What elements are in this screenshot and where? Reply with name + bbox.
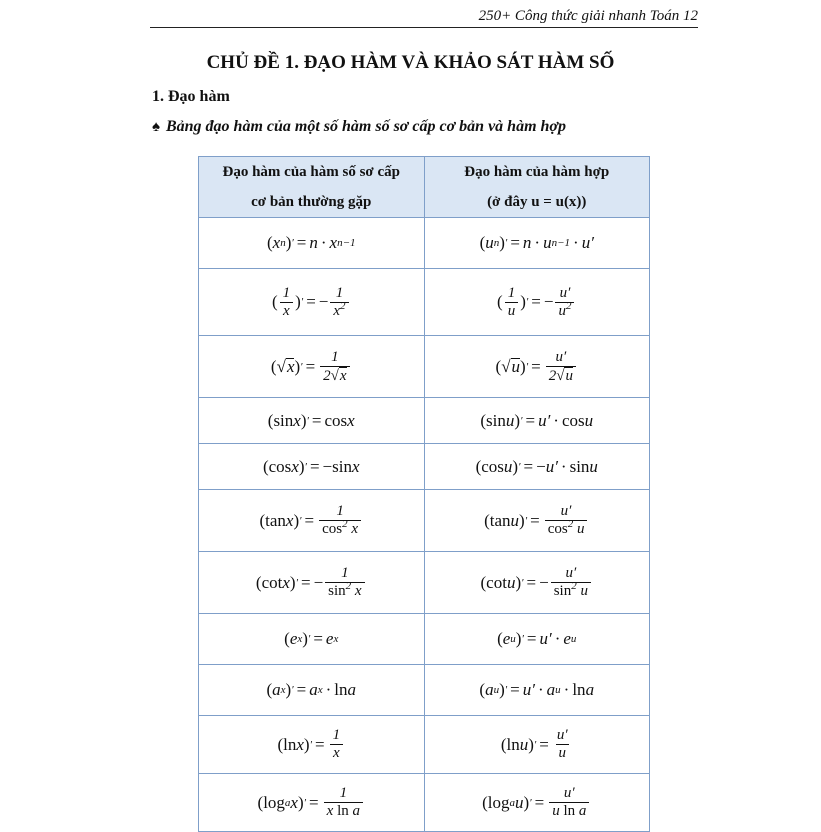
formula-composite-expr: ( u n ) ′ = n · u n−1 · u′ <box>479 233 594 252</box>
table-row <box>199 444 650 490</box>
header-composite <box>424 157 650 218</box>
formula-basic-expr: ( sin x ) ′ = cos x <box>267 410 355 430</box>
formula-composite-expr: ( log a u ) ′ = $\frac{u'}{\text{u ln a}}$ <box>482 785 591 820</box>
table-row <box>199 716 650 774</box>
formula-basic-expr: ( √ x ) ′ = $\frac{1}{2√x}$ <box>271 349 352 385</box>
subsection-heading <box>152 118 566 136</box>
formula-basic-expr: ( ln x ) ′ = $\frac{1}{x}$ <box>277 727 345 762</box>
formula-basic <box>199 269 425 336</box>
formula-composite-expr: ( 1 u ) ′ = − $\frac{u'}{u^2}$ <box>497 285 576 320</box>
formula-basic-expr: ( cos x ) ′ = − sin x <box>262 456 360 476</box>
formula-composite-expr: ( tan u ) ′ = $\frac{u'}{\cos^2 u}$ <box>484 503 589 538</box>
table-row <box>199 218 650 269</box>
formula-basic-expr: ( tan x ) ′ = $\frac{1}{\cos^2 x}$ <box>259 503 363 538</box>
formula-basic-expr: ( x n ) ′ = n · x n−1 <box>266 233 356 252</box>
header-composite-line2: (ở đây u = u(x)) <box>487 194 587 210</box>
formula-composite <box>424 218 650 269</box>
table-row <box>199 614 650 665</box>
table-row <box>199 665 650 716</box>
formula-basic <box>199 774 425 832</box>
subsection-text: Bảng đạo hàm của một số hàm số sơ cấp cơ bản và hàm hợp <box>165 118 566 135</box>
table-row <box>199 490 650 552</box>
table-header-row <box>199 157 650 218</box>
formula-basic-expr: ( a x ) ′ = a x · ln a <box>266 680 357 699</box>
formula-composite-expr: ( √ u ) ′ = $\frac{u'}{2√u}$ <box>496 349 578 385</box>
formula-basic-expr: ( cot x ) ′ = − $\frac{1}{\sin^2 x}$ <box>256 565 367 600</box>
formula-basic <box>199 444 425 490</box>
formula-basic <box>199 490 425 552</box>
header-basic <box>199 157 425 218</box>
formula-composite <box>424 665 650 716</box>
formula-basic <box>199 398 425 444</box>
formula-composite <box>424 552 650 614</box>
table-row <box>199 398 650 444</box>
spade-bullet-icon: ♠ <box>152 119 160 135</box>
header-composite-line1: Đạo hàm của hàm hợp <box>464 164 610 180</box>
formula-composite-expr: ( ln u ) ′ = $\frac{u'}{u}$ <box>500 727 568 761</box>
table-row <box>199 774 650 832</box>
formula-composite-expr: ( sin u ) ′ = u′ · cos u <box>480 410 594 430</box>
formula-composite <box>424 269 650 336</box>
formula-composite <box>424 444 650 490</box>
table-row <box>199 552 650 614</box>
table-row <box>199 336 650 398</box>
formula-basic-expr: ( 1 x ) ′ = − $\frac{1}{x^2}$ <box>272 285 351 320</box>
formula-composite-expr: ( e u ) ′ = u′ · e u <box>497 629 577 648</box>
table-row <box>199 269 650 336</box>
section-heading: 1. Đạo hàm <box>152 88 230 105</box>
formula-basic <box>199 665 425 716</box>
formula-composite <box>424 774 650 832</box>
formula-basic-expr: ( e x ) ′ = e x <box>284 629 339 648</box>
formula-basic <box>199 336 425 398</box>
formula-basic-expr: ( log a x ) ′ = $\frac{1}{\text{x ln a}}$ <box>258 785 365 820</box>
formula-basic <box>199 218 425 269</box>
page-header <box>150 8 698 28</box>
formula-composite <box>424 398 650 444</box>
formula-basic <box>199 614 425 665</box>
formula-basic <box>199 716 425 774</box>
derivative-table <box>198 156 650 832</box>
formula-basic <box>199 552 425 614</box>
formula-composite <box>424 490 650 552</box>
header-basic-line2: cơ bản thường gặp <box>251 194 372 210</box>
header-basic-line1: Đạo hàm của hàm số sơ cấp <box>222 164 400 180</box>
chapter-title: CHỦ ĐỀ 1. ĐẠO HÀM VÀ KHẢO SÁT HÀM SỐ <box>206 52 615 73</box>
formula-composite-expr: ( cos u ) ′ = − u′ · sin u <box>475 456 598 476</box>
formula-composite <box>424 614 650 665</box>
formula-composite-expr: ( a u ) ′ = u′ · a u · ln a <box>479 680 595 699</box>
formula-composite-expr: ( cot u ) ′ = − $\frac{u'}{\sin^2 u}$ <box>481 565 593 600</box>
formula-composite <box>424 336 650 398</box>
formula-composite <box>424 716 650 774</box>
book-title: 250+ Công thức giải nhanh Toán 12 <box>478 8 698 24</box>
